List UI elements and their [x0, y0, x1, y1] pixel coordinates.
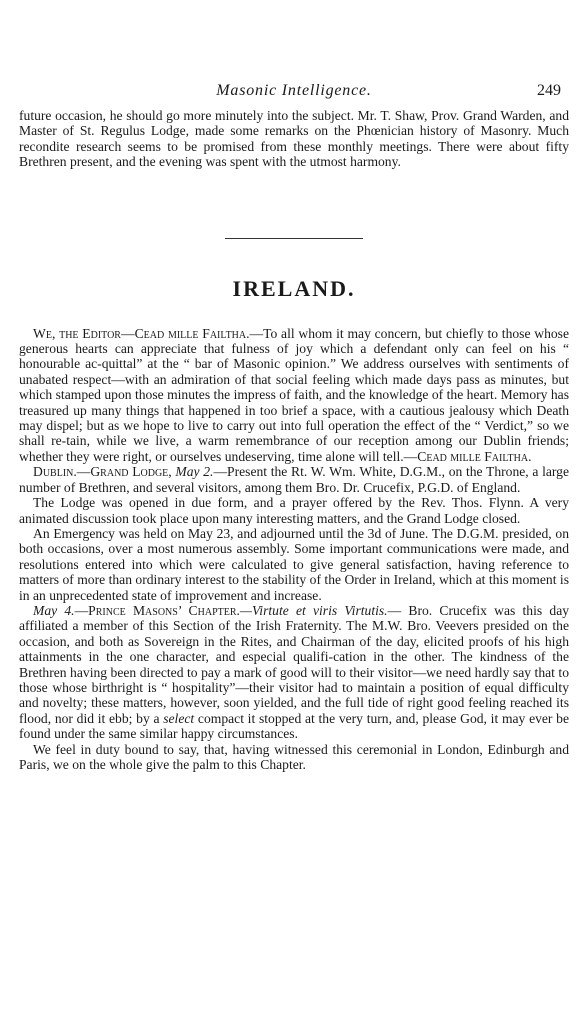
document-page: [19, 82, 569, 772]
running-title: Masonic Intelligence.: [216, 82, 372, 99]
closing-paragraph: We feel in duty bound to say, that, having witnessed this ceremonial in London, Edinburgh and Paris, we on the whole give the palm to this Chapter.: [19, 741, 569, 772]
page-number: 249: [537, 82, 561, 99]
editor-paragraph-text: —To all whom it may concern, but chiefly to those whose generous hearts can appreciate that fulness of joy which a defendant only can feel on his “ honourable ac-quittal” at the “ bar of Masonic opinion.” We address ourselves with sentiments of unabated respect—with an admiration of that social feeling which made days pass as minutes, but which stamped upon those minutes the impress of faith, and the knowledge of the heart. Memory has treasured up many things that happened in too brief a space, with a cautious jealousy which Death may dispel; but as we hope to live to carry out into full operation the effect of the “ Verdict,” so we shall re-tain, while we live, a warm remembrance of our reception among our Dublin friends; whether they were right, or ourselves undeserving, time alone will tell.—: [19, 325, 569, 464]
intro-paragraph: future occasion, he should go more minutely into the subject. Mr. T. Shaw, Prov. Grand Warden, and Master of St. Regulus Lodge, made some remarks on the Phœnician history of Masonry. Much recondite research seems to be promised from these monthly meetings. There were about fifty Brethren present, and the evening was spent with the utmost harmony.: [19, 108, 569, 170]
prince-masons-text: — Bro. Crucefix was this day affiliated a member of this Section of the Irish Fraternity. The M.W. Bro. Veevers presided on the occasion, and both as Sovereign in the Rites, and Chairman of the day, elicited proofs of his high attainments in the one character, and especial qualifi-cation in the other. The kindness of the Brethren having been directed to pay a mark of good will to their visitor—we need hardly say that to those whose birthright is “ hospitality”—their visitor had to maintain a position of equal difficulty and novelty; these matters, however, soon yielded, and the full tide of right good feeling reached its flood, nor did it ebb; by a: [19, 602, 570, 726]
lodge-paragraph: The Lodge was opened in due form, and a prayer offered by the Rev. Thos. Flynn. A very animated discussion took place upon many interesting matters, and the Grand Lodge closed.: [19, 495, 569, 526]
prince-masons-lead: —Prince Masons’ Chapter.: [74, 602, 240, 618]
dublin-paragraph-text: —Present the Rt. W. Wm. White, D.G.M., on the Throne, a large number of Brethren, and several visitors, among them Bro. Dr. Crucefix, P.G.D. of England.: [19, 464, 570, 495]
section-heading: IRELAND.: [232, 275, 356, 301]
dublin-paragraph-lead: Dublin.—Grand Lodge,: [33, 464, 172, 480]
prince-masons-date: May 4.: [33, 602, 75, 618]
page-header: [19, 82, 569, 106]
dublin-paragraph-date: May 2.: [175, 464, 214, 480]
emergency-paragraph: An Emergency was held on May 23, and adjourned until the 3d of June. The D.G.M. presided, on both occasions, over a most numerous assembly. Some important communications were made, and resolutions entered into which were calculated to give general satisfaction, having reference to matters of more than ordinary interest to the stability of the Order in Ireland, which at this moment is in an unprecedented state of improvement and increase.: [19, 525, 569, 603]
editor-paragraph: [19, 326, 569, 465]
prince-masons-motto: —Virtute et viris Virtutis.: [239, 602, 388, 618]
editor-paragraph-signoff: Cead mille Failtha.: [417, 448, 532, 464]
prince-masons-text-end: compact it stopped at the very turn, and, please God, it may ever be found under the same similar happy circumstances.: [19, 710, 570, 742]
dublin-paragraph: [19, 464, 569, 495]
section-divider: [225, 238, 363, 239]
prince-masons-paragraph: [19, 603, 569, 742]
editor-paragraph-lead: We, the Editor—Cead mille Failtha.: [33, 325, 250, 341]
prince-masons-select-word: select: [163, 710, 195, 726]
